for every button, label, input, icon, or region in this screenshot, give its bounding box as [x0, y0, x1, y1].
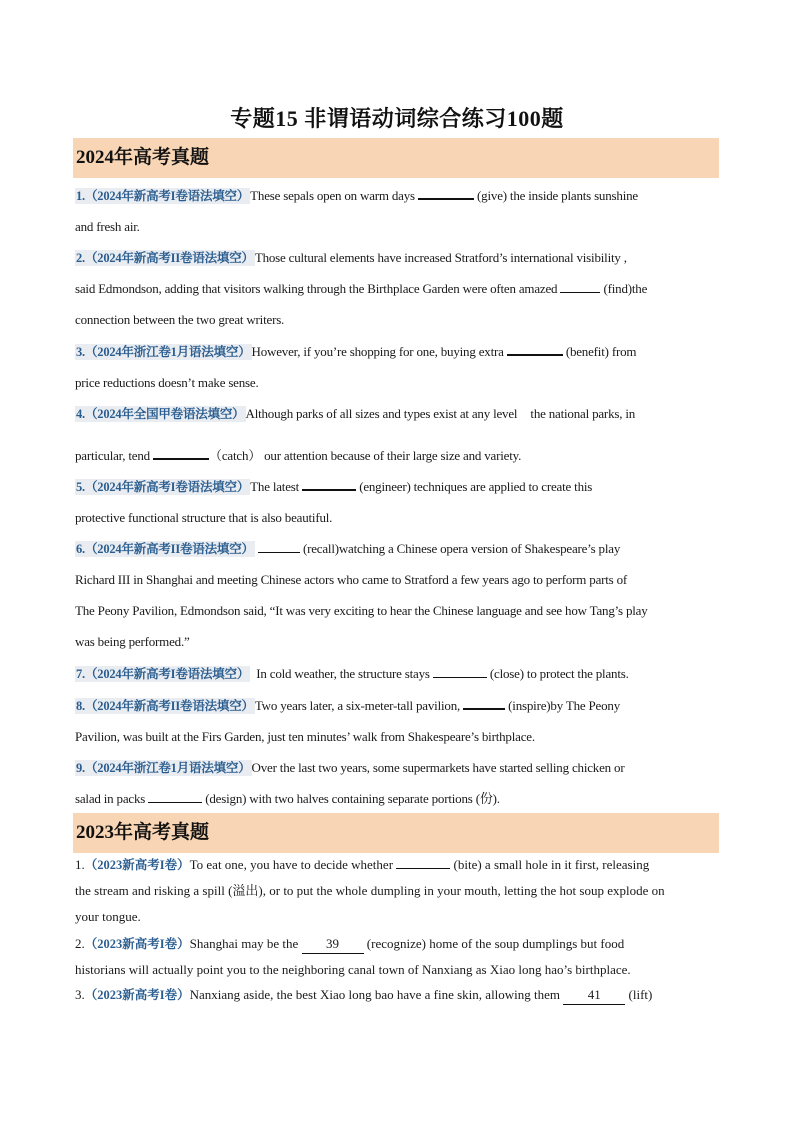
- question-2024-1: 1.（2024年新高考I卷语法填空）These sepals open on warm days (give) the inside plants sunshine and fresh air.: [75, 188, 638, 234]
- question-number: 2.（2024年新高考II卷语法填空）: [76, 251, 254, 265]
- question-2024-4: 4.（2024年全国甲卷语法填空）Although parks of all sizes and types exist at any level the national parks, in particular, tend （catch） our attention because of their large size and variety.: [75, 406, 636, 463]
- question-2024-5: 5.（2024年新高考I卷语法填空）The latest (engineer) techniques are applied to create this protective functional structure that is also beautiful.: [75, 479, 593, 525]
- question-2024-3: 3.（2024年浙江卷1月语法填空）However, if you’re shopping for one, buying extra (benefit) from price reductions doesn’t make sense.: [75, 344, 637, 390]
- answer-blank: [302, 477, 356, 491]
- answer-blank: [153, 446, 209, 460]
- section-heading-2023: 2023年高考真题: [73, 813, 719, 853]
- question-2024-7: 7.（2024年新高考I卷语法填空） In cold weather, the structure stays (close) to protect the plants.: [76, 666, 629, 681]
- question-number: 7.（2024年新高考I卷语法填空）: [76, 667, 250, 681]
- question-2024-9: 9.（2024年浙江卷1月语法填空）Over the last two years, some supermarkets have started selling chicken or salad in packs (design) with two halves containing separate portions (份).: [75, 760, 625, 806]
- answer-blank: [433, 665, 487, 678]
- question-2023-1: 1.（2023新高考I卷）To eat one, you have to decide whether (bite) a small hole in it first, releasing the stream and risking a spill (溢出), or to put the whole dumpling in your mouth, letting the hot soup explode on your tongue.: [75, 857, 665, 924]
- page-title: 专题15 非谓语动词综合练习100题: [230, 106, 564, 131]
- answer-blank: [463, 696, 505, 710]
- answer-blank: [507, 342, 563, 356]
- question-number: 5.（2024年新高考I卷语法填空）: [76, 480, 250, 494]
- question-number: 4.（2024年全国甲卷语法填空）: [76, 407, 245, 421]
- answer-blank: [258, 540, 300, 553]
- question-2024-6: 6.（2024年新高考II卷语法填空） (recall)watching a Chinese opera version of Shakespeare’s play Richard III in Shanghai and meeting Chinese actors who came to Stratford a few years ago to perform parts of The Peony Pavilion, Edmondson said, “It was very exciting to hear the Chinese language and see how Tang’s play was being performed.”: [75, 541, 648, 649]
- question-number: 1.（2024年新高考I卷语法填空）: [76, 189, 250, 203]
- answer-number: 41: [563, 986, 625, 1005]
- question-2023-3: 3.（2023新高考I卷）Nanxiang aside, the best Xiao long bao have a fine skin, allowing them 41 (lift): [75, 986, 720, 1012]
- answer-blank: [560, 280, 600, 293]
- answer-blank: [418, 186, 474, 200]
- question-number: 3.（2024年浙江卷1月语法填空）: [76, 345, 251, 359]
- question-number: 8.（2024年新高考II卷语法填空）: [76, 699, 254, 713]
- question-2023-2: 2.（2023新高考I卷）Shanghai may be the 39 (recognize) home of the soup dumplings but food historians will actually point you to the neighboring canal town of Nanxiang as Xiao long hao’s birthplace.: [75, 936, 631, 977]
- question-2024-8: 8.（2024年新高考II卷语法填空）Two years later, a six-meter-tall pavilion, (inspire)by The Peony Pavilion, was built at the Firs Garden, just ten minutes’ walk from Shakespeare’s birthplace.: [75, 698, 620, 744]
- answer-blank: [148, 790, 202, 803]
- section-heading-2024: 2024年高考真题: [73, 138, 719, 178]
- answer-number: 39: [302, 935, 364, 954]
- question-number: 6.（2024年新高考II卷语法填空）: [76, 542, 254, 556]
- question-number: 9.（2024年浙江卷1月语法填空）: [76, 761, 251, 775]
- question-2024-2: 2.（2024年新高考II卷语法填空）Those cultural elements have increased Stratford’s international visibility , said Edmondson, adding that visitors walking through the Birthplace Garden were often amazed (find)the connection between the two great writers.: [75, 250, 648, 327]
- answer-blank: [396, 856, 450, 869]
